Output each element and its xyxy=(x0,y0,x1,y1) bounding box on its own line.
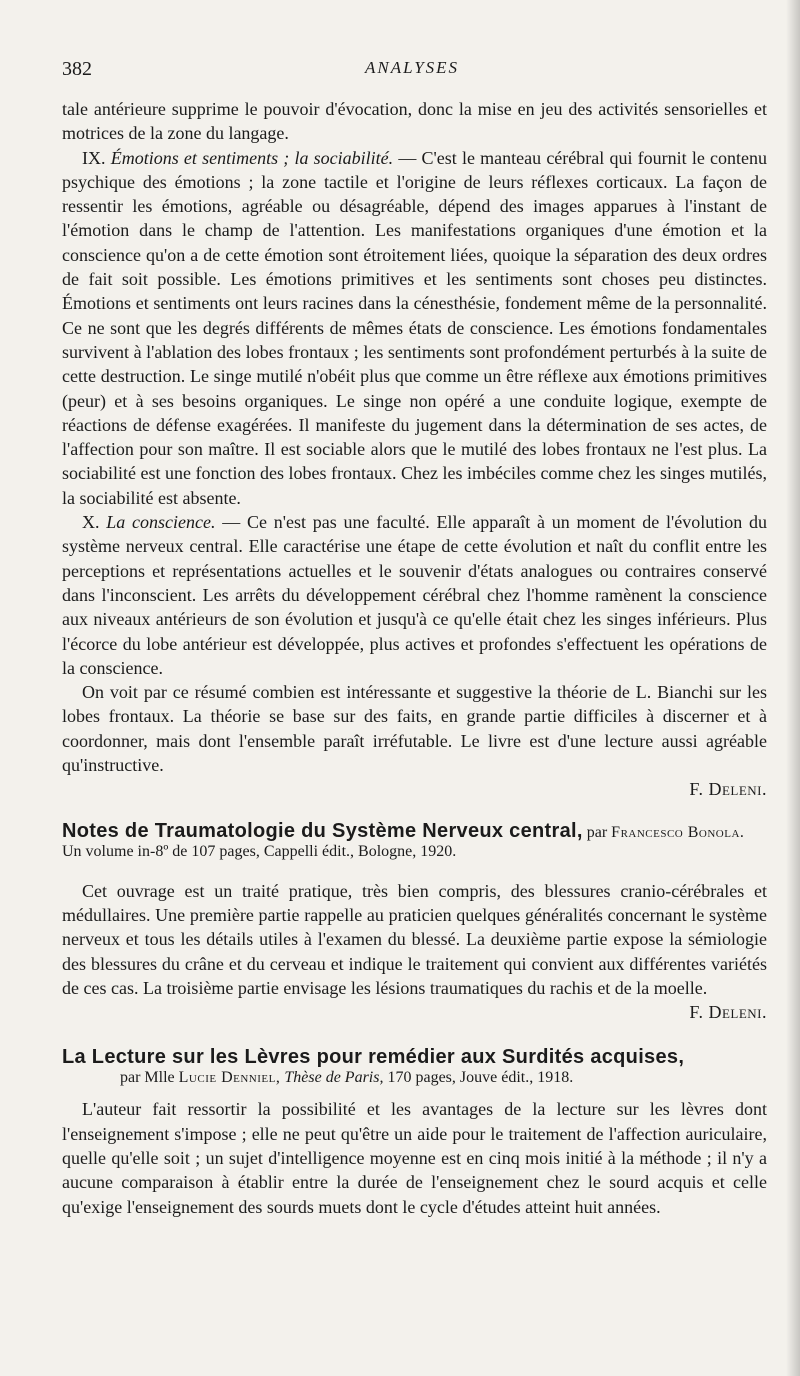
book-author: Francesco Bonola. xyxy=(611,823,745,841)
section-text: — C'est le manteau cérébral qui fournit le contenu psychique des émotions ; la zone tactile et l'origine de leurs réflexes corticaux. La façon de ressentir les émotions, agréable ou désagréable, dépend des images apparues à l'instant de l'émotion dans le champ de l'attention. Les manifestations organiques d'une émotion et la conscience qu'on a de cette émotion sont étroitement liées, quoique la séparation des deux ordres de fait soit possible. Les émotions primitives et les sentiments sont choses peu distinctes. Émotions et sentiments ont leurs racines dans la cénesthésie, fondement même de la personnalité. Ce ne sont que les degrés différents de mêmes états de conscience. Les émotions fondamentales survivent à l'ablation des lobes frontaux ; les sentiments sont profondément perturbés à la suite de cette destruction. Le singe mutilé n'obéit plus que comme un être réflexe aux émotions primitives (peur) et à ses besoins organiques. Le singe non opéré a une conduite logique, exempte de réactions de défense exagérées. Il manifeste du jugement dans la détermination de ses actes, de l'affection pour son maître. Il est sociable alors que le mutilé des lobes frontaux ne l'est plus. La sociabilité est une fonction des lobes frontaux. Chez les imbéciles comme chez les singes mutilés, la sociabilité est absente. xyxy=(62,147,767,508)
book-title: La Lecture sur les Lèvres pour remédier aux Surdités acquises, xyxy=(62,1046,685,1069)
paragraph-conclusion: On voit par ce résumé combien est intéressante et suggestive la théorie de L. Bianchi sur les lobes frontaux. La théorie se base sur des faits, en grande partie difficiles à discerner et à coordonner, mais dont l'ensemble paraît irréfutable. Le livre est d'une lecture aussi agréable qu'instructive. xyxy=(62,682,767,776)
section-title: La conscience. xyxy=(106,512,216,533)
signature-text: F. Deleni. xyxy=(689,779,767,800)
signature xyxy=(62,1000,767,1024)
signature xyxy=(62,777,767,801)
review-bonola xyxy=(62,820,767,1025)
paragraph-conscience xyxy=(62,510,767,680)
book-title: Notes de Traumatologie du Système Nerveux central, xyxy=(62,819,583,842)
section-title: Émotions et sentiments ; la sociabilité. xyxy=(110,147,394,168)
book-details: Un volume in-8º de 107 pages, Cappelli édit., Bologne, 1920. xyxy=(62,842,457,860)
book-thesis: Thèse de Paris, xyxy=(284,1069,384,1087)
running-head: ANALYSES xyxy=(364,58,460,77)
paragraph: tale antérieure supprime le pouvoir d'évocation, donc la mise en jeu des activités sensorielles et motrices de la zone du langage. xyxy=(62,99,767,144)
review-text: Cet ouvrage est un traité pratique, très bien compris, des blessures cranio-cérébrales et médullaires. Une première partie rappelle au praticien quelques généralités concernant le système nerveux et tous les détails utiles à l'examen du blessé. La deuxième partie expose la sémiologie des blessures du crâne et du cerveau et indique le traitement qui convient aux différentes variétés de ces cas. La troisième partie envisage les lésions traumatiques du rachis et de la moelle. xyxy=(62,880,767,998)
book-reference xyxy=(62,820,767,861)
paragraph-emotions xyxy=(62,146,767,510)
book-author: Lucie Denniel, xyxy=(178,1069,281,1087)
book-details: 170 pages, Jouve édit., 1918. xyxy=(383,1069,574,1087)
by-word: par xyxy=(582,823,612,841)
book-reference xyxy=(62,1046,767,1087)
section-number: X. xyxy=(82,512,100,533)
page-header xyxy=(62,58,762,88)
review-bianchi xyxy=(62,97,767,802)
page-body xyxy=(62,97,767,1219)
book-byline xyxy=(62,1069,767,1087)
section-text: — Ce n'est pas une faculté. Elle apparaît à un moment de l'évolution du système nerveux central. Elle caractérise une étape de cette évolution et naît du conflit entre les perceptions et représentations actuelles et le souvenir d'états analogues ou contraires conservé dans l'inconscient. Les arrêts du développement cérébral chez l'homme ramènent la conscience aux niveaux antérieurs de son évolution et jusqu'à ce qu'elle était chez les singes inférieurs. Plus l'écorce du lobe antérieur est développée, plus actives et profondes s'effectuent les opérations de la conscience. xyxy=(62,512,768,678)
page-number: 382 xyxy=(62,58,92,80)
review-text: L'auteur fait ressortir la possibilité et les avantages de la lecture sur les lèvres dont l'enseignement s'impose ; elle ne peut qu'être un aide pour le traitement de l'affection auriculaire, quelle qu'elle soit ; un sujet d'intelligence moyenne est en cinq mois initié à la méthode ; il n'y a aucune comparaison à établir entre la durée de l'enseignement chez le sourd acquis et celle qu'exige l'enseignement des sourds muets dont le cycle d'études atteint huit années. xyxy=(62,1099,767,1217)
section-number: IX. xyxy=(82,147,106,168)
review-denniel xyxy=(62,1046,767,1218)
signature-text: F. Deleni. xyxy=(689,1002,767,1023)
page-edge-shadow xyxy=(786,0,800,1376)
by-word: par Mlle xyxy=(120,1069,179,1087)
